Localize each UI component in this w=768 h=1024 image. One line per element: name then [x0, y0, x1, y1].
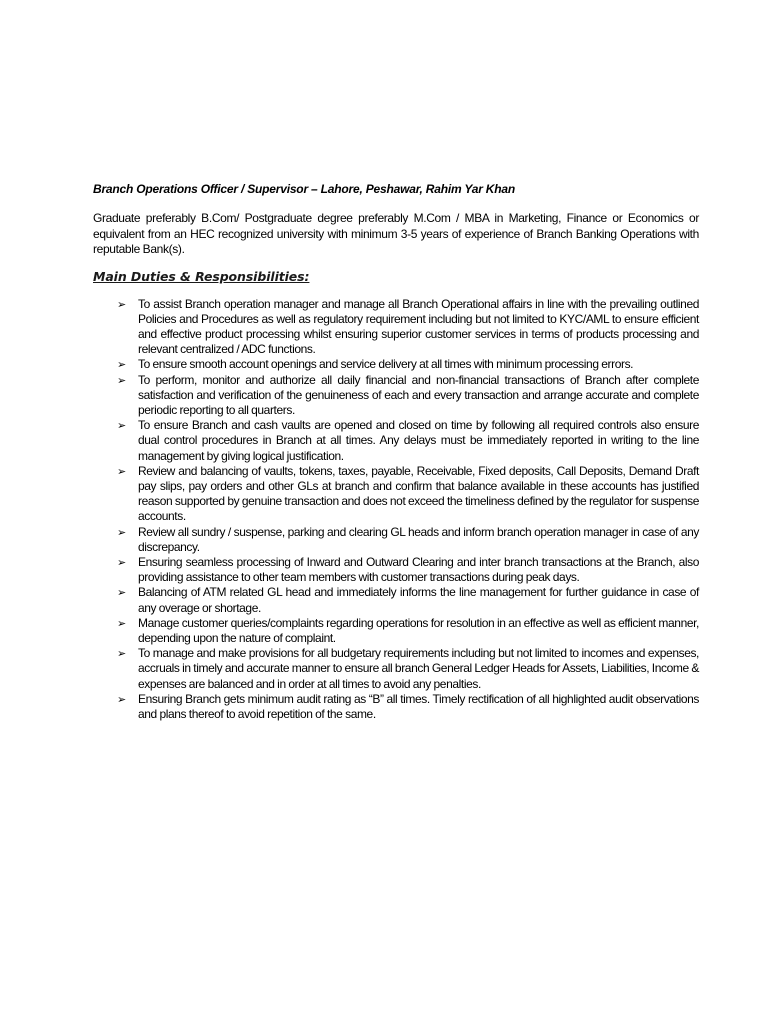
- list-item: [117, 525, 699, 555]
- duty-text: To assist Branch operation manager and manage all Branch Operational affairs in line with the prevailing outlined Policies and Procedures as well as regulatory requirement including but not limited to KYC/AML to ensure efficient and effective product processing whilst ensuring superior customer services in terms of products processing and relevant centralized / ADC functions.: [138, 296, 699, 357]
- duty-text: Balancing of ATM related GL head and immediately informs the line management for further guidance in case of any overage or shortage.: [138, 585, 699, 615]
- list-item: [117, 616, 699, 646]
- list-item: [117, 357, 699, 372]
- qualification-paragraph: Graduate preferably B.Com/ Postgraduate degree preferably M.Com / MBA in Marketing, Finance or Economics or equivalent from an HEC recognized university with minimum 3-5 years of experience of Branch Banking Operations with reputable Bank(s).: [93, 211, 699, 256]
- arrow-bullet-icon: ➢: [117, 525, 126, 539]
- list-item: [117, 297, 699, 358]
- duty-text: To ensure smooth account openings and service delivery at all times with minimum processing errors.: [138, 357, 634, 372]
- duty-text: To manage and make provisions for all budgetary requirements including but not limited to incomes and expenses, accruals in timely and accurate manner to ensure all branch General Ledger Heads for Assets, Liabilities, Income & expenses are balanced and in order at all times to avoid any penalties.: [138, 646, 699, 691]
- job-title: Branch Operations Officer / Supervisor – Lahore, Peshawar, Rahim Yar Khan: [93, 182, 515, 196]
- list-item: [117, 692, 699, 722]
- section-heading: Main Duties & Responsibilities:: [93, 268, 310, 284]
- duty-text: Ensuring seamless processing of Inward and Outward Clearing and inter branch transactions at the Branch, also providing assistance to other team members with customer transactions during peak days.: [138, 554, 699, 585]
- arrow-bullet-icon: ➢: [117, 373, 126, 387]
- document-page: [93, 182, 699, 722]
- arrow-bullet-icon: ➢: [117, 647, 126, 661]
- duty-text: To ensure Branch and cash vaults are opened and closed on time by following all required controls also ensure dual control procedures in Branch at all times. Any delays must be immediately reported in writing to the line management by giving logical justification.: [138, 418, 699, 463]
- duty-text: Ensuring Branch gets minimum audit rating as “B” all times. Timely rectification of all highlighted audit observations and plans thereof to avoid repetition of the same.: [138, 691, 699, 721]
- list-item: [117, 418, 699, 464]
- arrow-bullet-icon: ➢: [117, 419, 126, 433]
- duty-text: Manage customer queries/complaints regarding operations for resolution in an effective as well as efficient manner, depending upon the nature of complaint.: [138, 615, 699, 645]
- arrow-bullet-icon: ➢: [117, 555, 126, 569]
- arrow-bullet-icon: ➢: [117, 586, 126, 600]
- arrow-bullet-icon: ➢: [117, 692, 126, 706]
- list-item: [117, 555, 699, 585]
- duties-list: [93, 297, 699, 723]
- duty-text: To perform, monitor and authorize all daily financial and non-financial transactions of Branch after complete satisfaction and verification of the genuineness of each and every transaction and arrange accurate and complete periodic reporting to all quarters.: [138, 372, 699, 417]
- arrow-bullet-icon: ➢: [117, 464, 126, 478]
- list-item: [117, 585, 699, 615]
- list-item: [117, 646, 699, 692]
- arrow-bullet-icon: ➢: [117, 358, 126, 372]
- duty-text: Review and balancing of vaults, tokens, taxes, payable, Receivable, Fixed deposits, Call Deposits, Demand Draft pay slips, pay orders and other GLs at branch and confirm that balance available in these accounts has justified reason supported by genuine transaction and does not exceed the timeliness defined by the regulator for suspense accounts.: [138, 463, 699, 524]
- duty-text: Review all sundry / suspense, parking and clearing GL heads and inform branch operation manager in case of any discrepancy.: [138, 524, 699, 554]
- list-item: [117, 373, 699, 419]
- list-item: [117, 464, 699, 525]
- arrow-bullet-icon: ➢: [117, 297, 126, 311]
- arrow-bullet-icon: ➢: [117, 616, 126, 630]
